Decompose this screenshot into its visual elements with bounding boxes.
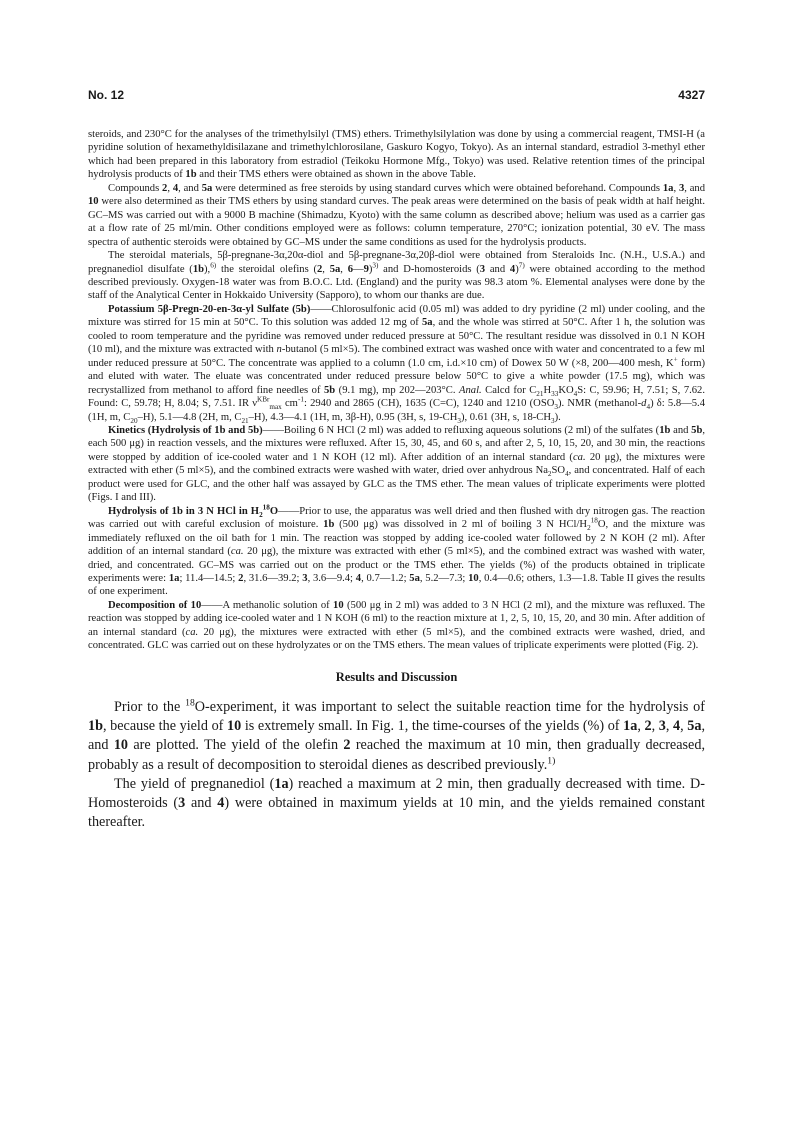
paragraph: Hydrolysis of 1b in 3 N HCl in $H_2^{18}O——Prior$ to use, the apparatus was well dried and then flushed with dry nitrogen gas. The reaction was carried out with careful exclusion of moisture. 1b (500 μg) was dissolved in 2 ml of boiling 3 N HCl/$H_2^{18}O$, and the mixture was immediately refluxed on the oil bath for 1 min. The reaction was stopped by adding ice-cooled water followed by 2 N KOH (2 ml). After addition of an internal standard (ca. 20 μg), the mixture was extracted with ether (5 ml×5), and the combined extract was washed with water, dried, and concentrated. GC–MS was carried out on the product or the TMS ether. The yields (%) of the products obtained in triplicate experiments were: 1a; 11.4—14.5; 2, 31.6—39.2; 3, 3.6—9.4; 4, 0.7—1.2; 5a, 5.2—7.3; 10, 0.4—0.6; others, 1.3—1.8. Table II gives the results of one experiment. <box>88 503 706 598</box>
paragraph: Decomposition of 10——A methanolic solution of 10 (500 μg in 2 ml) was added to 3 N HCl (2 ml), and the mixture was refluxed. The reaction was stopped by adding ice-cooled water and 1 N KOH (6 ml) to the reaction mixture at 1, 2, 5, 10, 15, 20, and 30 min. After addition of an internal standard (ca. 20 μg), the mixtures were extracted with ether (5 ml×5), and the combined extracts were washed, dried, and concentrated. GLC was carried out on these hydrolyzates or on the TMS ethers. The mean values of triplicate experiments were plotted (Fig. 2). <box>88 599 705 652</box>
paragraph: The yield of pregnanediol (1a) reached a maximum at 2 min, then gradually decreased with time. D-Homosteroids (3 and 4) were obtained in maximum yields at 10 min, and the yields remained constant thereafter. <box>88 775 706 831</box>
paragraph: Prior to the $^{18}$O-experiment, it was important to select the suitable reaction time for the hydrolysis of 1b, because the yield of 10 is extremely small. In Fig. 1, the time-courses of the yields (%) of 1a, 2, 3, 4, 5a, and 10 are plotted. The yield of the olefin 2 reached the maximum at 10 min, then gradually decreased, probably as a result of decomposition to steroidal dienes as described previously.$^{1)}$ <box>88 696 706 773</box>
issue-number: No. 12 <box>88 88 125 102</box>
paragraph: The steroidal materials, 5β-pregnane-3α,20α-diol and 5β-pregnane-3α,20β-diol were obtained from Steraloids Inc. (N.H., U.S.A.) and pregnanediol disulfate (1b),$^{6)}$ the steroidal olefins (2, 5a, 6—9)$^{3)}$ and D-homosteroids (3 and 4)$^{7)}$ were obtained according to the method described previously. Oxygen-18 water was from B.O.C. Ltd. (England) and the purity was 98.3 atom %. Elemental analyses were done by the staff of the Analytical Center in Hokkaido University (Sapporo), to whom our thanks are due. <box>88 250 706 302</box>
section-heading: Results and Discussion <box>335 669 458 684</box>
experimental-section <box>88 128 705 653</box>
paragraph: steroids, and 230°C for the analyses of the trimethylsilyl (TMS) ethers. Trimethylsilylation was done by using a commercial reagent, TMSI-H (a pyridine solution of hexamethyldisilazane and trimethylchlorosilane, Gaskuro Kogyo, Tokyo). As an internal standard, estradiol 3-methyl ether which had been prepared in this laboratory from estradiol (Teikoku Hormone Mfg., Tokyo) was used. Relative retention times of the principal hydrolysis products of 1b and their TMS ethers were obtained as shown in the above Table. <box>88 129 705 181</box>
paragraph: Potassium 5β-Pregn-20-en-3α-yl Sulfate (5b)——Chlorosulfonic acid (0.05 ml) was added to dry pyridine (2 ml) under cooling, and the mixture was stirred for 15 min at 50°C. To this solution was added 12 mg of 5a, and the whole was stirred at 50°C. After 1 h, the solution was cooled to room temperature and the pyridine was removed under reduced pressure at 50°C. The resultant residue was dissolved in 0.1 N KOH (10 ml), and the mixture was extracted with n-butanol (5 ml×5). The combined extract was washed once with water and concentrated to a few ml under reduced pressure at 50°C. The concentrate was applied to a column (1.0 cm, i.d.×10 cm) of Dowex 50 W (×8, 200—400 mesh, K+ form) and eluted with water. The eluate was concentrated under reduced pressure below 50°C to give a white powder (17.5 mg), which was recrystallized from methanol to afford fine needles of 5b (9.1 mg), mp 202—203°C. Anal. Calcd for $C_{21}H_{33}KO_4S$: C, 59.96; H, 7.51; S, 7.62. Found: C, 59.78; H, 8.04; S, 7.51. IR $\nu^{KBr}_{max}$ $cm^{-1}$: 2940 and 2865 (CH), 1635 (C=C), 1240 and 1210 $(OSO_3)$. NMR $(methanol-d_4)$ δ: 5.8—5.4 (1H, m, $C_{20}-H$), 5.1—4.8 (2H, m, $C_{21}-H$), 4.3—4.1 (1H, m, 3β-H), 0.95 (3H, s, $19-CH_3$), 0.61 (3H, s, $18-CH_3$). <box>88 303 706 425</box>
paragraph: Compounds 2, 4, and 5a were determined as free steroids by using standard curves which were obtained beforehand. Compounds 1a, 3, and 10 were also determined as their TMS ethers by using standard curves. The peak areas were determined on the basis of peak width at half height. GC–MS was carried out with a 9000 B machine (Shimadzu, Kyoto) with the same column as described above; helium was used as a carrier gas at a flow rate of 25 ml/min. Other conditions employed were as follows: column temperature, 270°C; ionization potential, 30 eV. The mass spectra of authentic steroids were obtained by GC–MS under the same conditions as used for the hydrolysis products. <box>88 182 706 248</box>
running-header <box>88 88 705 102</box>
paragraph: Kinetics (Hydrolysis of 1b and 5b)——Boiling 6 N HCl (2 ml) was added to refluxing aqueous solutions (2 ml) of the sulfates (1b and 5b, each 500 μg) in reaction vessels, and the mixtures were refluxed. After 15, 30, 45, and 60 s, and after 2, 5, 10, 15, 20, and 30 min, the reactions were stopped by addition of ice-cooled water and 1 N KOH (12 ml). After addition of an internal standard (ca. 20 μg), the mixtures were extracted with ether (5 ml×5), and the combined extracts were washed with water, dried over anhydrous $Na_2SO_4$, and concentrated. Half of each product were used for GLC, and the other half was assayed by GLC as the TMS ether. The mean values of triplicate experiments were plotted (Figs. I and III). <box>88 424 705 504</box>
discussion-section <box>88 698 705 833</box>
page-number: 4327 <box>678 88 705 102</box>
page <box>88 88 705 833</box>
